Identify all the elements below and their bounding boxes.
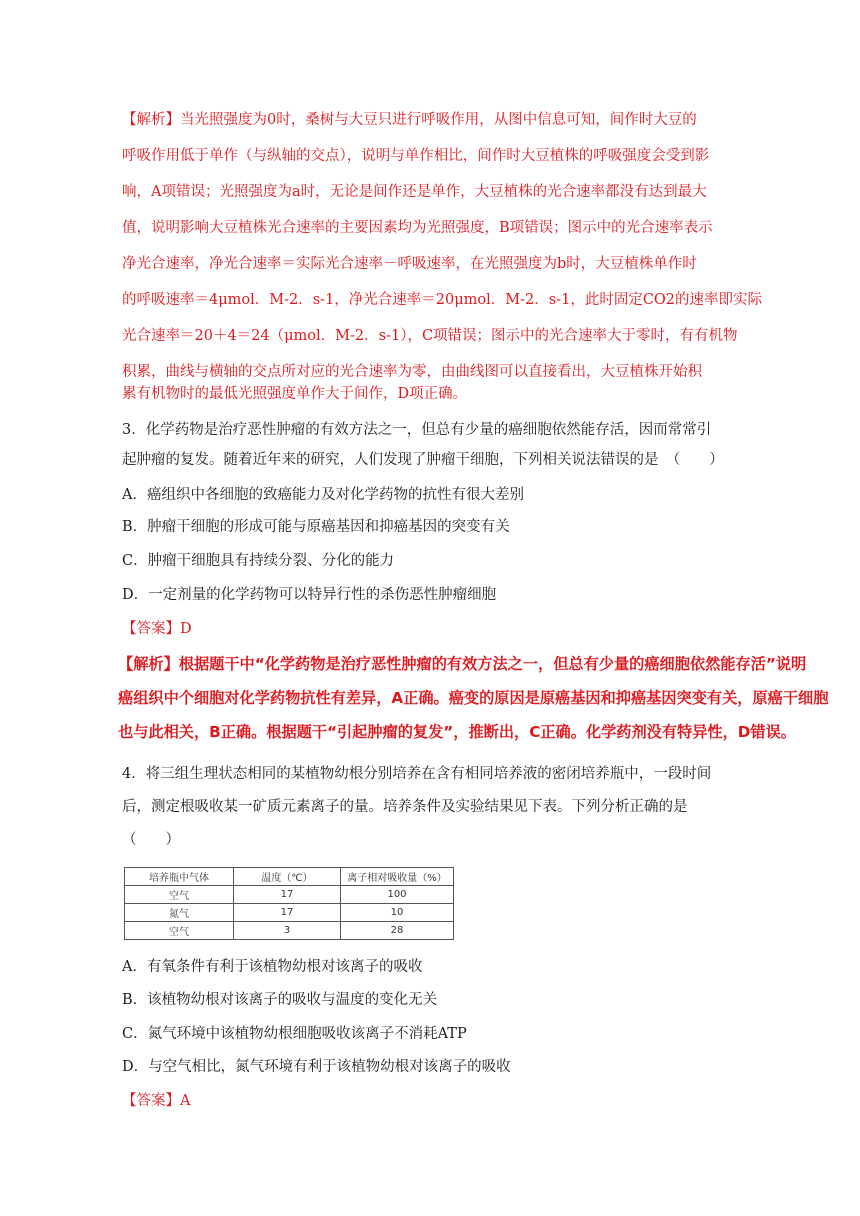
option-a: A．癌组织中各细胞的致癌能力及对化学药物的抗性有很大差别 xyxy=(122,487,524,503)
table-header-cell: 温度（℃） xyxy=(234,868,341,886)
table-cell: 28 xyxy=(341,922,454,940)
question-stem-line: 起肿瘤的复发。随着近年来的研究，人们发现了肿瘤干细胞，下列相关说法错误的是 （ ） xyxy=(122,452,724,468)
table-row xyxy=(125,922,454,940)
table-header-cell: 培养瓶中气体 xyxy=(125,868,234,886)
table-cell: 3 xyxy=(234,922,341,940)
question-stem-line: 3．化学药物是治疗恶性肿瘤的有效方法之一，但总有少量的癌细胞依然能存活，因而常常引 xyxy=(122,422,712,438)
analysis-line: 累有机物时的最低光照强度单作大于间作，D项正确。 xyxy=(122,386,468,402)
analysis-line: 光合速率＝20＋4＝24（μmol．M-2．s-1），C项错误；图示中的光合速率大于零时，有有机物 xyxy=(122,328,738,344)
table-cell: 17 xyxy=(234,886,341,904)
table-cell: 17 xyxy=(234,904,341,922)
answer-value: A xyxy=(180,1093,191,1109)
option-d: D．一定剂量的化学药物可以特异行性的杀伤恶性肿瘤细胞 xyxy=(122,587,497,603)
table-cell: 氮气 xyxy=(125,904,234,922)
option-a: A．有氧条件有利于该植物幼根对该离子的吸收 xyxy=(122,959,423,975)
table-row xyxy=(125,886,454,904)
analysis-line: 的呼吸速率＝4μmol．M-2．s-1，净光合速率＝20μmol．M-2．s-1，此时固定CO2的速率即实际 xyxy=(122,292,763,308)
question-stem-line: （ ） xyxy=(122,832,180,848)
question-stem-line: 4．将三组生理状态相同的某植物幼根分别培养在含有相同培养液的密闭培养瓶中，一段时间 xyxy=(122,766,712,782)
option-c: C．氮气环境中该植物幼根细胞吸收该离子不消耗ATP xyxy=(122,1026,467,1042)
table-cell: 空气 xyxy=(125,922,234,940)
table-header-cell: 离子相对吸收量（%） xyxy=(341,868,454,886)
table-row xyxy=(125,904,454,922)
answer-tag: 【答案】 xyxy=(122,621,180,637)
table-cell: 空气 xyxy=(125,886,234,904)
results-table xyxy=(124,867,454,940)
option-d: D．与空气相比，氮气环境有利于该植物幼根对该离子的吸收 xyxy=(122,1059,511,1075)
answer-line xyxy=(122,620,192,638)
table-header-row xyxy=(125,868,454,886)
analysis-line: 也与此相关，B正确。根据题干“引起肿瘤的复发”，推断出，C正确。化学药剂没有特异性，D错误。 xyxy=(118,723,796,741)
analysis-line: 积累，曲线与横轴的交点所对应的光合速率为零，由曲线图可以直接看出，大豆植株开始积 xyxy=(122,364,702,380)
analysis-line: 值，说明影响大豆植株光合速率的主要因素均为光照强度，B项错误；图示中的光合速率表示 xyxy=(122,220,713,236)
analysis-line: 净光合速率，净光合速率＝实际光合速率－呼吸速率，在光照强度为b时，大豆植株单作时 xyxy=(122,256,697,272)
answer-tag: 【答案】 xyxy=(122,1093,180,1109)
analysis-line: 呼吸作用低于单作（与纵轴的交点），说明与单作相比，间作时大豆植株的呼吸强度会受到影 xyxy=(122,148,710,164)
analysis-line: 响，A项错误；光照强度为a时，无论是间作还是单作，大豆植株的光合速率都没有达到最大 xyxy=(122,184,707,200)
answer-value: D xyxy=(180,621,192,637)
table-cell: 10 xyxy=(341,904,454,922)
analysis-line: 【解析】当光照强度为0时，桑树与大豆只进行呼吸作用，从图中信息可知，间作时大豆的 xyxy=(122,112,697,128)
option-b: B．该植物幼根对该离子的吸收与温度的变化无关 xyxy=(122,992,438,1008)
table-cell: 100 xyxy=(341,886,454,904)
analysis-line: 【解析】根据题干中“化学药物是治疗恶性肿瘤的有效方法之一，但总有少量的癌细胞依然能存活”说明 xyxy=(118,655,807,673)
question-stem-line: 后，测定根吸收某一矿质元素离子的量。培养条件及实验结果见下表。下列分析正确的是 xyxy=(122,799,688,815)
analysis-line: 癌组织中个细胞对化学药物抗性有差异，A正确。癌变的原因是原癌基因和抑癌基因突变有关，原癌干细胞 xyxy=(118,689,829,707)
option-b: B．肿瘤干细胞的形成可能与原癌基因和抑癌基因的突变有关 xyxy=(122,519,510,535)
answer-line xyxy=(122,1092,190,1110)
option-c: C．肿瘤干细胞具有持续分裂、分化的能力 xyxy=(122,553,395,569)
